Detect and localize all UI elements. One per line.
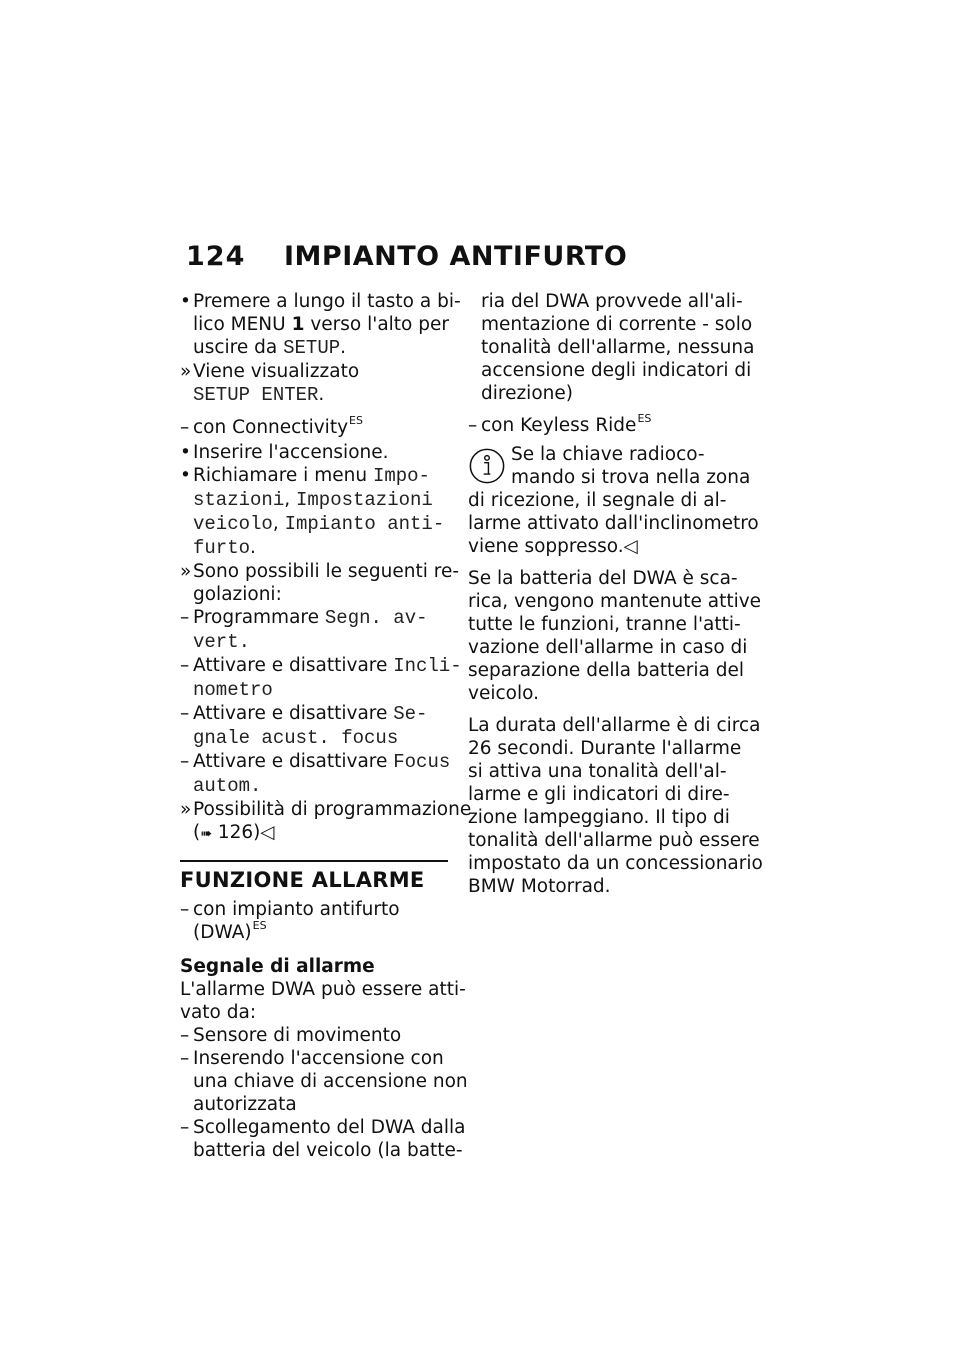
condition-connectivity: – con Connectivity$^{ES}$: [180, 414, 363, 438]
dash-marker: –: [468, 415, 478, 436]
section-heading: FUNZIONE ALLARME: [180, 868, 425, 892]
page-number: 124: [186, 241, 246, 272]
paragraph-alarm-trigger: L'allarme DWA può essere atti- vato da:: [180, 979, 466, 1023]
trigger-disconnection-continued: ria del DWA provvede all'ali- mentazione di corrente - solo tonalità dell'allarme, nessuna accensione degli indicatori di direzione): [481, 291, 755, 404]
section-title: IMPIANTO ANTIFURTO: [284, 241, 628, 272]
dash-marker: –: [180, 655, 190, 676]
option-program-warning: – Programmare Segn. av- vert.: [180, 607, 428, 653]
page-header: [186, 241, 686, 281]
option-code: ES: [252, 919, 267, 932]
trigger-disconnection: – Scollegamento del DWA dalla batteria del veicolo (la batte-: [180, 1117, 466, 1161]
bullet-marker: •: [180, 442, 191, 463]
dash-marker: –: [180, 1025, 190, 1046]
result-programming: » Possibilità di programmazione (➠ 126)◁: [180, 799, 472, 843]
list-item-hold-menu: • Premere a lungo il tasto a bi- lico MENU 1 verso l'alto per uscire da SETUP.: [180, 291, 461, 359]
page-reference[interactable]: 126): [217, 822, 261, 843]
paragraph-battery: Se la batteria del DWA è sca- rica, vengono mantenute attive tutte le funzioni, tranne l'atti- vazione dell'allarme in caso di separazione della batteria del veicolo.: [468, 568, 762, 704]
page-ref-arrow-icon: ➠: [200, 826, 212, 842]
dash-marker: –: [180, 703, 190, 724]
end-marker-icon: ◁: [623, 536, 638, 557]
display-text: SETUP: [283, 337, 341, 359]
option-acoustic-signal: – Attivare e disattivare Se- gnale acust. focus: [180, 703, 428, 749]
dash-marker: –: [180, 607, 190, 628]
left-column: [180, 290, 472, 1162]
option-code: ES: [349, 414, 363, 427]
option-auto-focus: – Attivare e disattivare Focus autom.: [180, 751, 451, 797]
bullet-marker: •: [180, 291, 191, 312]
dash-marker: –: [180, 751, 190, 772]
option-code: ES: [637, 412, 652, 425]
result-settings: » Sono possibili le seguenti re- golazioni:: [180, 561, 460, 605]
dash-marker: –: [180, 899, 190, 920]
paragraph-duration: La durata dell'allarme è di circa 26 secondi. Durante l'allarme si attiva una tonalità dell'al- larme e gli indicatori di dire- zione lampeggiano. Il tipo di tonalità dell'allarme può essere impostato da un concessionario BMW Motorrad.: [468, 715, 763, 897]
list-item-ignition: • Inserire l'accensione.: [180, 442, 389, 463]
info-note: Se la chiave radioco- mando si trova nella zona di ricezione, il segnale di al- larme attivato dall'inclinometro viene soppresso.◁: [468, 444, 759, 557]
dash-marker: –: [180, 1117, 190, 1138]
bullet-marker: •: [180, 465, 191, 486]
end-marker-icon: ◁: [260, 822, 275, 843]
list-item-menu-path: • Richiamare i menu Impo- stazioni, Impostazioni veicolo, Impianto anti- furto.: [180, 465, 445, 559]
section-divider: [180, 860, 448, 862]
trigger-unauthorized-key: – Inserendo l'accensione con una chiave di accensione non autorizzata: [180, 1048, 468, 1115]
paragraph-heading: Segnale di allarme: [180, 956, 375, 977]
menu-key-number: 1: [291, 314, 305, 335]
result-marker: »: [180, 799, 192, 820]
condition-keyless-ride: – con Keyless Ride$^{ES}$: [468, 412, 652, 436]
option-inclinometer: – Attivare e disattivare Incli- nometro: [180, 655, 462, 701]
result-marker: »: [180, 361, 192, 382]
right-column: [468, 290, 763, 898]
dash-marker: –: [180, 1048, 190, 1069]
dash-marker: –: [180, 417, 190, 438]
result-marker: »: [180, 561, 192, 582]
trigger-motion-sensor: – Sensore di movimento: [180, 1025, 402, 1046]
condition-dwa: – con impianto antifurto (DWA)$^{ES}$: [180, 899, 400, 943]
result-setup-enter: » Viene visualizzato SETUP ENTER.: [180, 361, 360, 406]
display-text: SETUP ENTER: [193, 384, 319, 406]
